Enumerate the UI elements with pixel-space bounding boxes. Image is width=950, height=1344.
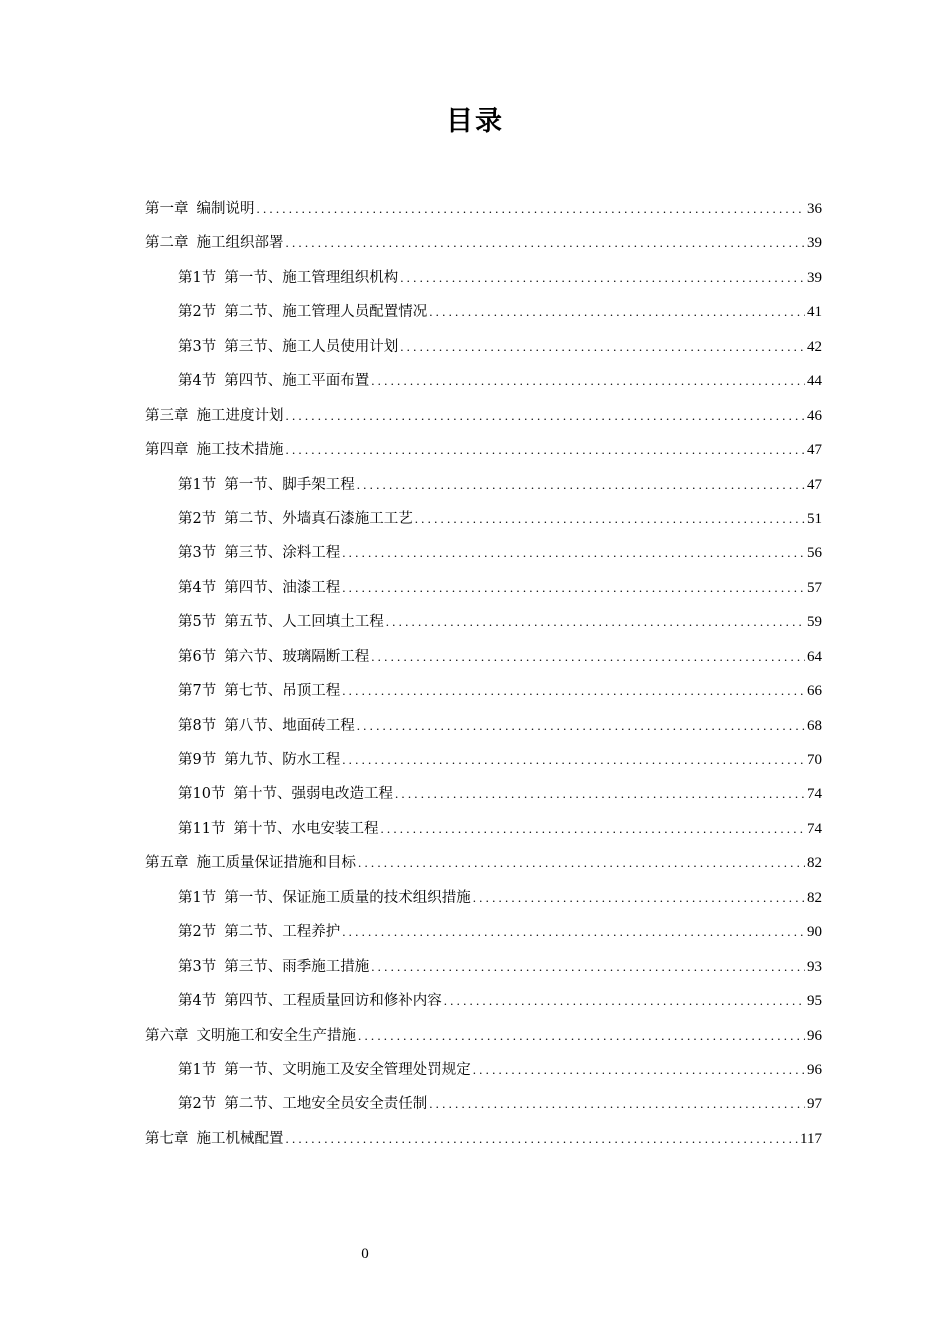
- toc-entry-label: [178, 295, 427, 329]
- toc-section-entry[interactable]: [145, 502, 822, 536]
- toc-section-entry[interactable]: [145, 640, 822, 674]
- toc-dot-leader: [342, 915, 805, 949]
- toc-entry-label: [178, 571, 340, 605]
- toc-chapter-entry[interactable]: [145, 1019, 822, 1053]
- toc-entry-label: [178, 777, 393, 811]
- toc-entry-label: [145, 846, 356, 880]
- toc-section-entry[interactable]: [145, 364, 822, 398]
- toc-entry-page: 70: [807, 752, 822, 768]
- toc-dot-leader: [257, 192, 806, 226]
- toc-entry-title: 第十节、强弱电改造工程: [233, 786, 393, 803]
- toc-entry-label: [178, 468, 355, 502]
- toc-entry-number: 第1节: [178, 476, 217, 493]
- toc-dot-leader: [286, 433, 806, 467]
- toc-entry-title: 第四节、施工平面布置: [224, 373, 370, 390]
- toc-section-entry[interactable]: [145, 709, 822, 743]
- toc-chapter-entry[interactable]: [145, 399, 822, 433]
- toc-entry-page: 56: [807, 545, 822, 562]
- toc-entry-number: 第8节: [178, 717, 217, 734]
- toc-entry-number: 第1节: [178, 1061, 217, 1078]
- toc-dot-leader: [371, 640, 805, 674]
- toc-section-entry[interactable]: [145, 777, 822, 811]
- toc-entry-label: [178, 709, 355, 743]
- toc-entry-page: 95: [807, 993, 822, 1010]
- toc-entry-label: [178, 674, 340, 708]
- toc-entry-page: 47: [807, 442, 822, 459]
- toc-entry-label: [178, 364, 369, 398]
- toc-dot-leader: [371, 950, 805, 984]
- toc-entry-title: 第三节、雨季施工措施: [224, 958, 370, 975]
- toc-entry-title: 编制说明: [196, 201, 255, 217]
- toc-entry-title: 第一节、脚手架工程: [224, 476, 355, 493]
- toc-section-entry[interactable]: [145, 984, 822, 1018]
- page-title: 目录: [446, 106, 504, 137]
- toc-entry-title: 第三节、施工人员使用计划: [224, 338, 399, 355]
- toc-entry-title: 第一节、文明施工及安全管理处罚规定: [224, 1061, 471, 1078]
- toc-dot-leader: [286, 226, 806, 260]
- toc-entry-number: 第5节: [178, 614, 217, 631]
- toc-entry-label: [178, 330, 398, 364]
- toc-entry-page: 46: [807, 407, 822, 424]
- table-of-contents: [145, 192, 822, 1156]
- toc-section-entry[interactable]: [145, 605, 822, 639]
- toc-entry-number: 第9节: [178, 752, 217, 768]
- toc-entry-title: 施工组织部署: [196, 235, 284, 252]
- toc-entry-number: 第3节: [178, 338, 217, 355]
- toc-entry-label: [145, 1019, 356, 1053]
- toc-entry-page: 47: [807, 476, 822, 493]
- toc-dot-leader: [286, 399, 806, 433]
- toc-dot-leader: [415, 502, 805, 536]
- toc-section-entry[interactable]: [145, 261, 822, 295]
- toc-entry-page: 82: [807, 889, 822, 906]
- toc-entry-number: 第三章: [145, 407, 189, 424]
- toc-entry-title: 第四节、油漆工程: [224, 579, 341, 596]
- toc-dot-leader: [371, 364, 805, 398]
- toc-entry-number: 第六章: [145, 1027, 189, 1044]
- toc-entry-number: 第一章: [145, 201, 189, 217]
- toc-entry-page: 44: [807, 373, 822, 390]
- toc-entry-number: 第1节: [178, 889, 217, 906]
- toc-entry-title: 第一节、施工管理组织机构: [224, 269, 399, 286]
- toc-dot-leader: [400, 261, 805, 295]
- toc-entry-title: 施工机械配置: [196, 1130, 284, 1147]
- toc-dot-leader: [429, 1087, 805, 1121]
- toc-entry-title: 第一节、保证施工质量的技术组织措施: [224, 889, 471, 906]
- toc-section-entry[interactable]: [145, 743, 822, 777]
- toc-entry-page: 42: [807, 338, 822, 355]
- toc-entry-label: [178, 536, 340, 570]
- toc-entry-page: 90: [807, 924, 822, 941]
- toc-entry-number: 第3节: [178, 958, 217, 975]
- toc-entry-page: 57: [807, 579, 822, 596]
- toc-dot-leader: [473, 881, 805, 915]
- toc-entry-number: 第五章: [145, 855, 189, 872]
- toc-entry-title: 第九节、防水工程: [224, 752, 341, 768]
- toc-entry-label: [178, 984, 442, 1018]
- toc-chapter-entry[interactable]: [145, 846, 822, 880]
- toc-entry-title: 施工技术措施: [196, 442, 284, 459]
- toc-entry-title: 第四节、工程质量回访和修补内容: [224, 993, 442, 1010]
- toc-entry-title: 施工质量保证措施和目标: [196, 855, 356, 872]
- toc-dot-leader: [342, 571, 805, 605]
- toc-dot-leader: [395, 777, 805, 811]
- toc-chapter-entry[interactable]: [145, 192, 822, 226]
- toc-dot-leader: [444, 984, 805, 1018]
- toc-dot-leader: [342, 674, 805, 708]
- toc-entry-page: 64: [807, 648, 822, 665]
- toc-section-entry[interactable]: [145, 915, 822, 949]
- toc-section-entry[interactable]: [145, 536, 822, 570]
- toc-entry-title: 第五节、人工回填土工程: [224, 614, 384, 631]
- toc-entry-label: [145, 399, 284, 433]
- toc-section-entry[interactable]: [145, 812, 822, 846]
- toc-chapter-entry[interactable]: [145, 433, 822, 467]
- toc-entry-title: 第二节、外墙真石漆施工工艺: [224, 510, 413, 527]
- toc-entry-page: 68: [807, 717, 822, 734]
- toc-section-entry[interactable]: [145, 950, 822, 984]
- toc-section-entry[interactable]: [145, 1053, 822, 1087]
- toc-entry-label: [178, 915, 340, 949]
- toc-dot-leader: [358, 1019, 805, 1053]
- toc-entry-page: 66: [807, 683, 822, 700]
- toc-section-entry[interactable]: [145, 674, 822, 708]
- toc-entry-page: 93: [807, 958, 822, 975]
- toc-dot-leader: [380, 812, 805, 846]
- toc-entry-label: [178, 1053, 471, 1087]
- toc-dot-leader: [357, 709, 805, 743]
- toc-entry-label: [178, 605, 384, 639]
- toc-section-entry[interactable]: [145, 1087, 822, 1121]
- toc-dot-leader: [342, 743, 805, 777]
- toc-dot-leader: [473, 1053, 805, 1087]
- toc-entry-title: 施工进度计划: [196, 407, 284, 424]
- toc-dot-leader: [429, 295, 805, 329]
- toc-entry-title: 第二节、工地安全员安全责任制: [224, 1096, 428, 1113]
- toc-entry-label: [178, 261, 398, 295]
- toc-entry-title: 第二节、工程养护: [224, 924, 341, 941]
- toc-entry-page: 117: [800, 1130, 822, 1147]
- toc-entry-label: [178, 502, 413, 536]
- toc-section-entry[interactable]: [145, 295, 822, 329]
- page-number: 0: [361, 1246, 369, 1262]
- toc-entry-page: 97: [807, 1096, 822, 1113]
- toc-entry-number: 第2节: [178, 510, 217, 527]
- toc-entry-label: [178, 881, 471, 915]
- toc-entry-page: 36: [807, 201, 822, 217]
- toc-entry-page: 82: [807, 855, 822, 872]
- toc-entry-title: 文明施工和安全生产措施: [196, 1027, 356, 1044]
- toc-entry-label: [178, 950, 369, 984]
- toc-entry-number: 第4节: [178, 993, 217, 1010]
- toc-entry-number: 第2节: [178, 924, 217, 941]
- toc-entry-number: 第2节: [178, 304, 217, 321]
- toc-entry-page: 51: [807, 510, 822, 527]
- toc-entry-title: 第二节、施工管理人员配置情况: [224, 304, 428, 321]
- toc-entry-number: 第四章: [145, 442, 189, 459]
- toc-entry-label: [178, 1087, 427, 1121]
- toc-entry-number: 第2节: [178, 1096, 217, 1113]
- toc-entry-page: 59: [807, 614, 822, 631]
- toc-entry-page: 74: [807, 820, 822, 837]
- toc-entry-title: 第六节、玻璃隔断工程: [224, 648, 370, 665]
- toc-entry-number: 第10节: [178, 786, 226, 803]
- toc-entry-label: [178, 640, 369, 674]
- toc-entry-number: 第1节: [178, 269, 217, 286]
- toc-dot-leader: [400, 330, 805, 364]
- toc-entry-page: 74: [807, 786, 822, 803]
- toc-entry-number: 第4节: [178, 373, 217, 390]
- toc-chapter-entry[interactable]: [145, 1122, 822, 1156]
- toc-entry-label: [145, 192, 255, 226]
- toc-entry-label: [145, 226, 284, 260]
- toc-chapter-entry[interactable]: [145, 226, 822, 260]
- toc-dot-leader: [386, 605, 805, 639]
- toc-dot-leader: [358, 846, 805, 880]
- toc-entry-number: 第7节: [178, 683, 217, 700]
- toc-dot-leader: [286, 1122, 799, 1156]
- toc-section-entry[interactable]: [145, 468, 822, 502]
- toc-entry-number: 第11节: [178, 820, 226, 837]
- toc-entry-title: 第八节、地面砖工程: [224, 717, 355, 734]
- toc-entry-title: 第十节、水电安装工程: [233, 820, 379, 837]
- toc-section-entry[interactable]: [145, 881, 822, 915]
- toc-entry-title: 第七节、吊顶工程: [224, 683, 341, 700]
- toc-entry-page: 39: [807, 235, 822, 252]
- toc-entry-label: [145, 1122, 284, 1156]
- toc-entry-page: 96: [807, 1061, 822, 1078]
- toc-entry-number: 第七章: [145, 1130, 189, 1147]
- toc-section-entry[interactable]: [145, 330, 822, 364]
- toc-entry-label: [178, 743, 340, 777]
- toc-dot-leader: [342, 536, 805, 570]
- toc-dot-leader: [357, 468, 805, 502]
- toc-entry-label: [145, 433, 284, 467]
- toc-entry-page: 96: [807, 1027, 822, 1044]
- toc-entry-number: 第6节: [178, 648, 217, 665]
- toc-entry-number: 第3节: [178, 545, 217, 562]
- toc-entry-label: [178, 812, 378, 846]
- toc-section-entry[interactable]: [145, 571, 822, 605]
- toc-entry-number: 第二章: [145, 235, 189, 252]
- toc-entry-page: 41: [807, 304, 822, 321]
- toc-entry-number: 第4节: [178, 579, 217, 596]
- toc-entry-page: 39: [807, 269, 822, 286]
- toc-entry-title: 第三节、涂料工程: [224, 545, 341, 562]
